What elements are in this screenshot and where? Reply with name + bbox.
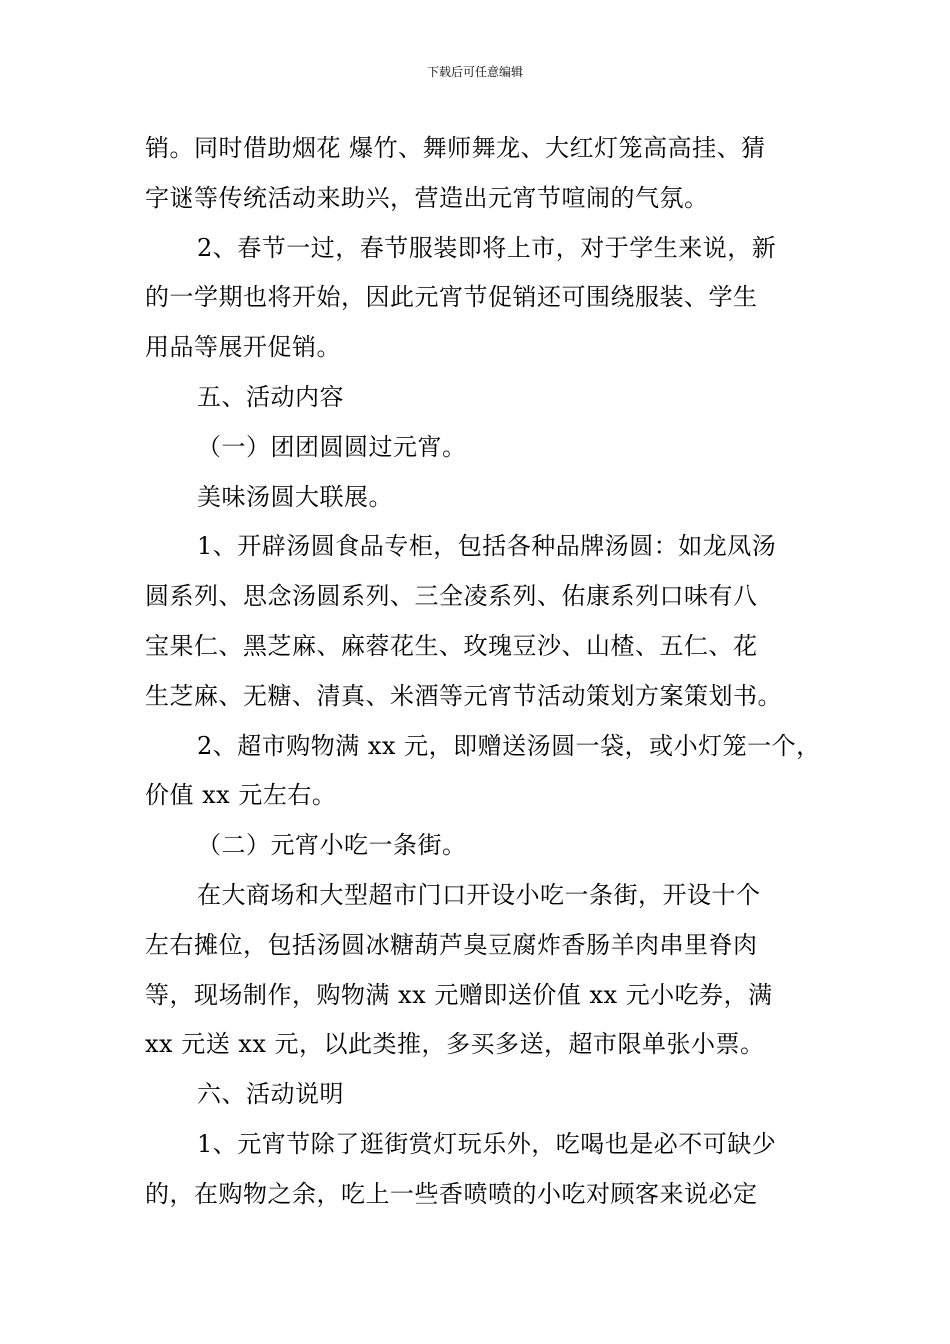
text-line: 字谜等传统活动来助兴，营造出元宵节喧闹的气氛。	[145, 183, 709, 212]
text-line: xx 元送 xx 元，以此类推，多买多送，超市限单张小票。	[145, 1030, 765, 1059]
text-line: 1、元宵节除了逛街赏灯玩乐外，吃喝也是必不可缺少	[197, 1129, 777, 1158]
text-line: 2、超市购物满 xx 元，即赠送汤圆一袋，或小灯笼一个，	[197, 731, 821, 760]
text-line: 在大商场和大型超市门口开设小吃一条街，开设十个	[197, 880, 761, 909]
text-line: 价值 xx 元左右。	[145, 781, 337, 810]
text-line: 左右摊位，包括汤圆冰糖葫芦臭豆腐炸香肠羊肉串里脊肉	[145, 930, 758, 959]
section-heading: 五、活动内容	[197, 382, 344, 411]
subsection-heading: （一）团团圆圆过元宵。	[197, 432, 467, 461]
page-header-note: 下载后可任意编辑	[426, 65, 523, 79]
subsection-heading: （二）元宵小吃一条街。	[197, 831, 467, 860]
text-line: 销。同时借助烟花 爆竹、舞师舞龙、大红灯笼高高挂、猜	[145, 134, 766, 162]
section-heading: 六、活动说明	[197, 1080, 344, 1109]
text-line: 用品等展开促销。	[145, 333, 341, 362]
text-line: 宝果仁、黑芝麻、麻蓉花生、玫瑰豆沙、山楂、五仁、花	[145, 631, 758, 660]
text-line: 的一学期也将开始，因此元宵节促销还可围绕服装、学生	[145, 283, 758, 312]
document-body	[145, 124, 821, 1220]
text-line: 1、开辟汤圆食品专柜，包括各种品牌汤圆：如龙凤汤	[197, 532, 777, 561]
text-line: 2、春节一过，春节服装即将上市，对于学生来说，新	[197, 233, 777, 262]
text-line: 等，现场制作，购物满 xx 元赠即送价值 xx 元小吃券，满	[145, 980, 773, 1009]
text-line: 生芝麻、无糖、清真、米酒等元宵节活动策划方案策划书。	[145, 681, 782, 710]
text-line: 的，在购物之余，吃上一些香喷喷的小吃对顾客来说必定	[145, 1179, 758, 1208]
text-line: 圆系列、思念汤圆系列、三全凌系列、佑康系列口味有八	[145, 582, 758, 611]
text-line: 美味汤圆大联展。	[197, 482, 393, 511]
